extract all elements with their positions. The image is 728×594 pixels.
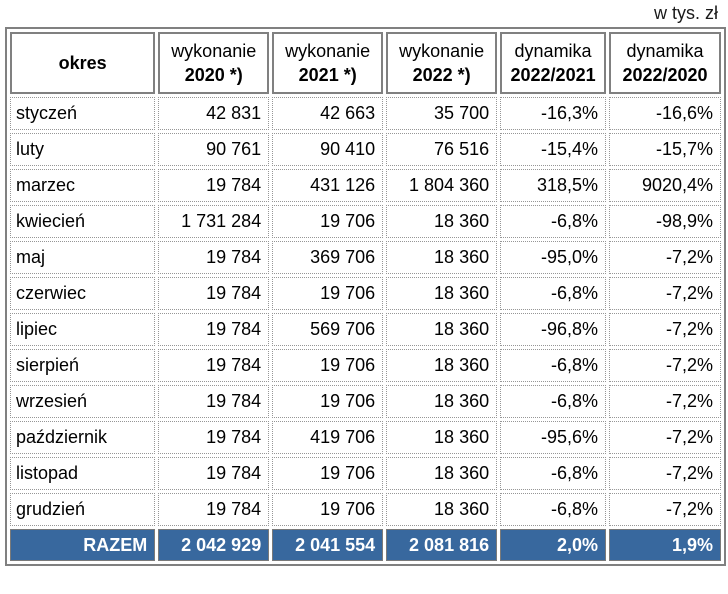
column-header-year: 2020 *) bbox=[184, 65, 243, 85]
value-cell: -7,2% bbox=[609, 241, 721, 274]
table-row bbox=[10, 277, 721, 310]
total-value-2022: 2 081 816 bbox=[386, 529, 497, 561]
value-cell: 318,5% bbox=[500, 169, 606, 202]
month-cell: styczeń bbox=[10, 97, 155, 130]
value-cell: 19 784 bbox=[158, 169, 269, 202]
value-cell: 18 360 bbox=[386, 421, 497, 454]
column-header-year: 2022/2021 bbox=[510, 65, 596, 85]
table-row bbox=[10, 169, 721, 202]
table-body bbox=[10, 97, 721, 526]
table-row bbox=[10, 493, 721, 526]
value-cell: -96,8% bbox=[500, 313, 606, 346]
month-cell: lipiec bbox=[10, 313, 155, 346]
value-cell: -16,6% bbox=[609, 97, 721, 130]
column-header-label: okres bbox=[58, 53, 107, 73]
total-dynamika-2022-2021: 2,0% bbox=[500, 529, 606, 561]
total-row bbox=[10, 529, 721, 561]
value-cell: 18 360 bbox=[386, 313, 497, 346]
value-cell: 19 784 bbox=[158, 385, 269, 418]
value-cell: 35 700 bbox=[386, 97, 497, 130]
value-cell: -7,2% bbox=[609, 421, 721, 454]
value-cell: 419 706 bbox=[272, 421, 383, 454]
table-row bbox=[10, 97, 721, 130]
column-header-label: wykonanie bbox=[399, 41, 485, 61]
value-cell: 18 360 bbox=[386, 493, 497, 526]
value-cell: 18 360 bbox=[386, 385, 497, 418]
value-cell: 19 706 bbox=[272, 385, 383, 418]
column-header-wykonanie-2021 bbox=[272, 32, 383, 94]
value-cell: 19 706 bbox=[272, 205, 383, 238]
value-cell: 18 360 bbox=[386, 457, 497, 490]
table-row bbox=[10, 241, 721, 274]
monthly-execution-table bbox=[5, 27, 726, 566]
column-header-year: 2022 *) bbox=[412, 65, 471, 85]
table-row bbox=[10, 133, 721, 166]
month-cell: grudzień bbox=[10, 493, 155, 526]
value-cell: -7,2% bbox=[609, 457, 721, 490]
table-row bbox=[10, 385, 721, 418]
value-cell: -7,2% bbox=[609, 385, 721, 418]
value-cell: 19 706 bbox=[272, 349, 383, 382]
column-header-year: 2022/2020 bbox=[622, 65, 708, 85]
value-cell: -7,2% bbox=[609, 493, 721, 526]
total-dynamika-2022-2020: 1,9% bbox=[609, 529, 721, 561]
value-cell: 19 784 bbox=[158, 241, 269, 274]
value-cell: 90 410 bbox=[272, 133, 383, 166]
value-cell: -16,3% bbox=[500, 97, 606, 130]
unit-label: w tys. zł bbox=[653, 3, 718, 23]
table-row bbox=[10, 421, 721, 454]
value-cell: -6,8% bbox=[500, 277, 606, 310]
value-cell: -15,4% bbox=[500, 133, 606, 166]
total-value-2020: 2 042 929 bbox=[158, 529, 269, 561]
value-cell: -6,8% bbox=[500, 457, 606, 490]
column-header-label: wykonanie bbox=[171, 41, 257, 61]
value-cell: -15,7% bbox=[609, 133, 721, 166]
value-cell: 431 126 bbox=[272, 169, 383, 202]
total-row-label: RAZEM bbox=[10, 529, 155, 561]
value-cell: 18 360 bbox=[386, 349, 497, 382]
value-cell: 9020,4% bbox=[609, 169, 721, 202]
value-cell: 18 360 bbox=[386, 205, 497, 238]
column-header-year: 2021 *) bbox=[298, 65, 357, 85]
table-row bbox=[10, 349, 721, 382]
value-cell: 18 360 bbox=[386, 241, 497, 274]
value-cell: 19 784 bbox=[158, 349, 269, 382]
value-cell: 19 706 bbox=[272, 493, 383, 526]
month-cell: sierpień bbox=[10, 349, 155, 382]
column-header-wykonanie-2020 bbox=[158, 32, 269, 94]
value-cell: 369 706 bbox=[272, 241, 383, 274]
column-header-wykonanie-2022 bbox=[386, 32, 497, 94]
value-cell: 569 706 bbox=[272, 313, 383, 346]
value-cell: 19 784 bbox=[158, 313, 269, 346]
month-cell: kwiecień bbox=[10, 205, 155, 238]
value-cell: 19 784 bbox=[158, 457, 269, 490]
month-cell: luty bbox=[10, 133, 155, 166]
month-cell: wrzesień bbox=[10, 385, 155, 418]
value-cell: -6,8% bbox=[500, 205, 606, 238]
month-cell: czerwiec bbox=[10, 277, 155, 310]
total-value-2021: 2 041 554 bbox=[272, 529, 383, 561]
column-header-label: dynamika bbox=[626, 41, 704, 61]
value-cell: 1 804 360 bbox=[386, 169, 497, 202]
month-cell: marzec bbox=[10, 169, 155, 202]
header-row bbox=[10, 32, 721, 94]
value-cell: 19 706 bbox=[272, 457, 383, 490]
value-cell: -6,8% bbox=[500, 493, 606, 526]
value-cell: 90 761 bbox=[158, 133, 269, 166]
column-header-label: wykonanie bbox=[285, 41, 371, 61]
value-cell: 18 360 bbox=[386, 277, 497, 310]
value-cell: 1 731 284 bbox=[158, 205, 269, 238]
table-row bbox=[10, 457, 721, 490]
column-header-dynamika-2022-2020 bbox=[609, 32, 721, 94]
value-cell: -95,0% bbox=[500, 241, 606, 274]
month-cell: październik bbox=[10, 421, 155, 454]
month-cell: maj bbox=[10, 241, 155, 274]
value-cell: -98,9% bbox=[609, 205, 721, 238]
column-header-dynamika-2022-2021 bbox=[500, 32, 606, 94]
column-header-label: dynamika bbox=[514, 41, 592, 61]
value-cell: 19 784 bbox=[158, 421, 269, 454]
value-cell: 19 784 bbox=[158, 277, 269, 310]
value-cell: 42 831 bbox=[158, 97, 269, 130]
value-cell: 19 784 bbox=[158, 493, 269, 526]
month-cell: listopad bbox=[10, 457, 155, 490]
value-cell: -6,8% bbox=[500, 349, 606, 382]
value-cell: -95,6% bbox=[500, 421, 606, 454]
value-cell: 19 706 bbox=[272, 277, 383, 310]
value-cell: -7,2% bbox=[609, 349, 721, 382]
value-cell: 42 663 bbox=[272, 97, 383, 130]
column-header-okres bbox=[10, 32, 155, 94]
table-row bbox=[10, 205, 721, 238]
value-cell: -7,2% bbox=[609, 277, 721, 310]
value-cell: 76 516 bbox=[386, 133, 497, 166]
value-cell: -7,2% bbox=[609, 313, 721, 346]
value-cell: -6,8% bbox=[500, 385, 606, 418]
table-row bbox=[10, 313, 721, 346]
